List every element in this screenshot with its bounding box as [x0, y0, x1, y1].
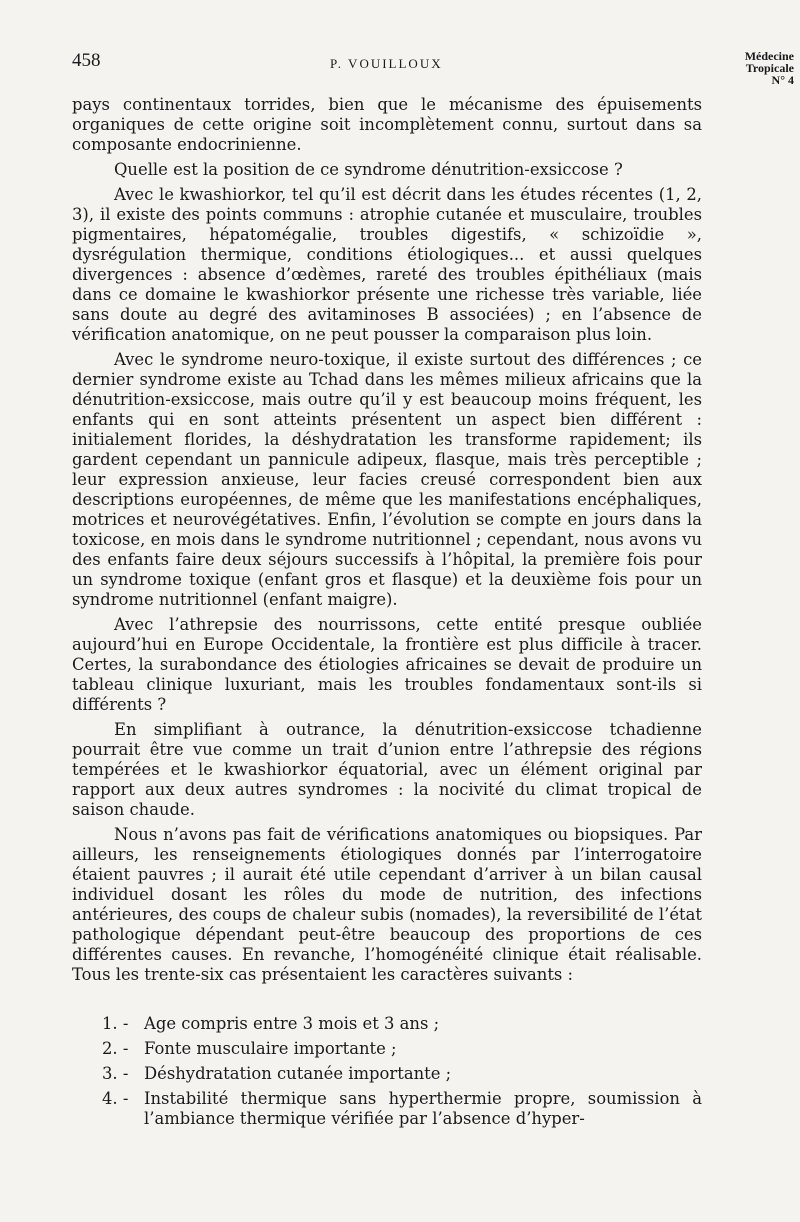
paragraph: En simplifiant à outrance, la dénutrition-exsiccose tchadienne pourrait être vue comme un trait d’union entre l’athrepsie des régions tempérées et le kwashiorkor équatorial, avec un élément original par rapport aux deux autres syndromes : la nocivité du climat tropical de saison chaude.	[72, 720, 702, 819]
criteria-list	[102, 1014, 702, 1129]
list-item-number: 1. -	[102, 1014, 129, 1033]
list-item	[102, 1064, 702, 1084]
list-item-number: 2. -	[102, 1039, 129, 1058]
list-item	[102, 1089, 702, 1129]
list-item-text: Age compris entre 3 mois et 3 ans ;	[144, 1014, 440, 1033]
paragraph: Avec le kwashiorkor, tel qu’il est décrit dans les études récentes (1, 2, 3), il existe des points communs : atrophie cutanée et musculaire, troubles pigmentaires, hépatomégalie, troubles digestifs, « schizoïdie », dysrégulation thermique, conditions étiologiques... et aussi quelques divergences : absence d’œdèmes, rareté des troubles épithéliaux (mais dans ce domaine le kwashiorkor présente une richesse très variable, liée sans doute au degré des avitaminoses B associées) ; en l’absence de vérification anatomique, on ne peut pousser la comparaison plus loin.	[72, 185, 702, 344]
list-item-number: 3. -	[102, 1064, 129, 1083]
list-item	[102, 1014, 702, 1034]
paragraph: Quelle est la position de ce syndrome dénutrition-exsiccose ?	[114, 160, 623, 179]
list-item-text: Fonte musculaire importante ;	[144, 1039, 397, 1058]
paragraph: Nous n’avons pas fait de vérifications anatomiques ou biopsiques. Par ailleurs, les renseignements étiologiques donnés par l’interrogatoire étaient pauvres ; il aurait été utile cependant d’arriver à un bilan causal individuel dosant les rôles du mode de nutrition, des infections antérieures, des coups de chaleur subis (nomades), la reversibilité de l’état pathologique dépendant peut-être beaucoup des proportions de ces différentes causes. En revanche, l’homogénéité clinique était réalisable. Tous les trente-six cas présentaient les caractères suivants :	[72, 825, 702, 984]
list-item	[102, 1039, 702, 1059]
journal-label	[745, 50, 794, 86]
list-item-number: 4. -	[102, 1089, 129, 1108]
journal-line-1: Médecine	[744, 49, 794, 63]
paragraph: Avec le syndrome neuro-toxique, il existe surtout des différences ; ce dernier syndrome existe au Tchad dans les mêmes milieux africains que la dénutrition-exsiccose, mais outre qu’il y est beaucoup moins fréquent, les enfants qui en sont atteints présentent un aspect bien différent : initialement florides, la déshydratation les transforme rapidement; ils gardent cependant un pannicule adipeux, flasque, mais très perceptible ; leur expression anxieuse, leur facies creusé correspondent bien aux descriptions européennes, de même que les manifestations encéphaliques, motrices et neurovégétatives. Enfin, l’évolution se compte en jours dans la toxicose, en mois dans le syndrome nutritionnel ; cependant, nous avons vu des enfants faire deux séjours successifs à l’hôpital, la première fois pour un syndrome toxique (enfant gros et flasque) et la deuxième fois pour un syndrome nutritionnel (enfant maigre).	[72, 350, 702, 609]
body-text	[72, 95, 702, 990]
running-header-author: P. VOUILLOUX	[330, 56, 443, 71]
paragraph-continuation: pays continentaux torrides, bien que le mécanisme des épuisements organiques de cette origine soit incomplètement connu, surtout dans sa composante endocrinienne.	[72, 95, 702, 154]
page-number: 458	[72, 50, 101, 71]
list-item-text: Instabilité thermique sans hyperthermie propre, soumission à l’ambiance thermique vérifiée par l’absence d’hyper-	[144, 1089, 702, 1128]
list-item-text: Déshydratation cutanée importante ;	[144, 1064, 452, 1083]
paragraph: Avec l’athrepsie des nourrissons, cette entité presque oubliée aujourd’hui en Europe Occidentale, la frontière est plus difficile à tracer. Certes, la surabondance des étiologies africaines se devait de produire un tableau clinique luxuriant, mais les troubles fondamentaux sont-ils si différents ?	[72, 615, 702, 714]
journal-line-3: N° 4	[771, 73, 794, 87]
journal-line-2: Tropicale	[745, 61, 794, 75]
